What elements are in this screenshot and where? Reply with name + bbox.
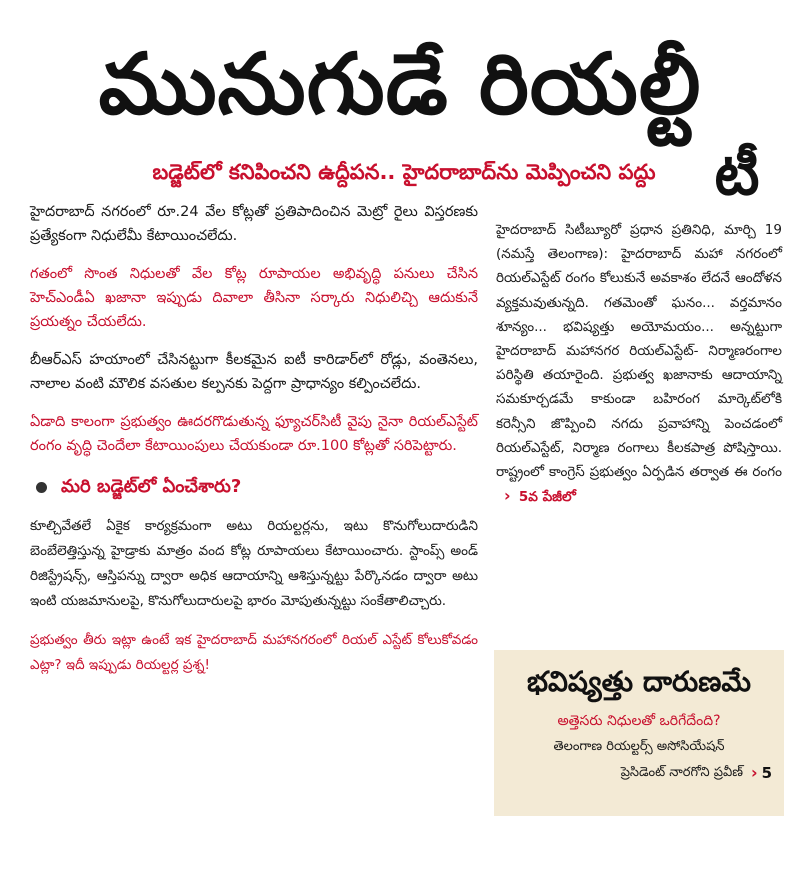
closing-paragraph: ప్రభుత్వం తీరు ఇట్లా ఉంటే ఇక హైదరాబాద్ మహానగరంలో రియల్ ఎస్టేట్ కోలుకోవడం ఎట్లా? ఇదీ ఇప్పుడు రియల్టర్ల ప్రశ్న!: [30, 632, 478, 673]
title-glyph: టీ: [714, 140, 760, 208]
box-organization: తెలంగాణ రియల్టర్స్ అసోసియేషన్: [553, 739, 725, 754]
continued-link[interactable]: 5వ పేజీలో: [518, 489, 576, 506]
left-column: [30, 200, 478, 692]
main-story-text: హైదరాబాద్ సిటీబ్యూరో ప్రధాన ప్రతినిధి, మార్చి 19 (నమస్తే తెలంగాణ): హైదరాబాద్ మహా నగరంలో రియల్‌ఎస్టేట్ రంగం కోలుకునే అవకాశం లేదనే ఆందోళన వ్యక్తమవుతున్నది. గతమెంతో ఘనం... వర్తమానం శూన్యం... భవిష్యత్తు అయోమయం... అన్నట్టుగా హైదరాబాద్ మహానగర రియల్‌ఎస్టేట్- నిర్మాణరంగాల పరిస్థితి తయారైంది. ప్రభుత్వ ఖజానాకు ఆదాయాన్ని సమకూర్చడమే కాకుండా బహిరంగ మార్కెట్‌లోకి కరెన్సీని జొప్పించి నగదు ప్రవాహాన్ని పెంచడంలో రియల్‌ఎస్టేట్, నిర్మాణ రంగాలు కీలకపాత్ర పోషిస్తాయి. రాష్ట్రంలో కాంగ్రెస్ ప్రభుత్వం ఏర్పడిన తర్వాత ఈ రంగం: [496, 222, 782, 481]
it-corridor-paragraph: బీఆర్‌ఎస్ హయాంలో చేసినట్టుగా కీలకమైన ఐటీ కారిడార్‌లో రోడ్లు, వంతెనలు, నాలాల వంటి మౌలిక వసతుల కల్పనకు పెద్దగా ప్రాధాన్యం కల్పించలేదు.: [30, 352, 478, 392]
chevron-right-icon: ›: [750, 763, 758, 782]
box-title: భవిష్యత్తు దారుణమే: [526, 665, 752, 698]
future-city-paragraph: ఏడాది కాలంగా ప్రభుత్వం ఊదరగొడుతున్న ఫ్యూచర్‌సిటీ వైపు నైనా రియల్‌ఎస్టేట్ రంగం వృద్ధి చెందేలా కేటాయింపులు చేయకుండా రూ.100 కోట్లతో సరిపెట్టారు.: [30, 414, 478, 454]
metro-paragraph: హైదరాబాద్ నగరంలో రూ.24 వేల కోట్లతో ప్రతిపాదించిన మెట్రో రైలు విస్తరణకు ప్రత్యేకంగా నిధులేమీ కేటాయించలేదు.: [30, 204, 478, 244]
right-column: [496, 218, 782, 509]
bullet-heading: [30, 472, 478, 502]
sidebar-box: [494, 650, 784, 816]
hydra-paragraph: కూల్చివేతలే ఏకైక కార్యక్రమంగా అటు రియల్టర్లను, ఇటు కొనుగోలుదారుడిని బెంబేలెత్తిస్తున్న హైడ్రాకు మాత్రం వంద కోట్ల రూపాయలు కేటాయించారు. స్టాంప్స్ అండ్ రిజిస్ట్రేషన్స్, ఆస్తిపన్ను ద్వారా అధిక ఆదాయాన్ని ఆశిస్తున్నట్టు పేర్కొనడం ద్వారా అటు ఇంటి యజమానులపై, కొనుగోలుదారులపై భారం మోపుతున్నట్టు సంకేతాలిచ్చారు.: [30, 518, 478, 609]
page-subtitle: బడ్జెట్‌లో కనిపించని ఉద్దీపన.. హైదరాబాద్‌ను మెప్పించని పద్దు: [152, 160, 656, 184]
box-question: అత్తెసరు నిధులతో ఒరిగేదేంది?: [557, 713, 721, 729]
chevron-right-icon: ›: [504, 486, 511, 506]
bullet-icon: [36, 482, 47, 493]
box-person-row: [506, 760, 772, 786]
box-person: ప్రెసిడెంట్ నారగోని ప్రవీణ్: [620, 765, 743, 780]
box-page-ref[interactable]: 5: [761, 764, 772, 782]
hmda-paragraph: గతంలో సొంత నిధులతో వేల కోట్ల రూపాయల అభివృద్ధి పనులు చేసిన హెచ్‌ఎండీఏ ఖజానా ఇప్పుడు దివాలా తీసినా సర్కారు నిధులిచ్చి ఆదుకునే ప్రయత్నం చేయలేదు.: [30, 266, 478, 330]
main-story: [496, 218, 782, 509]
bullet-heading-text: మరి బడ్జెట్‌లో ఏంచేశారు?: [61, 476, 242, 497]
page-title: మునుగుడే రియల్టీ: [98, 35, 702, 133]
